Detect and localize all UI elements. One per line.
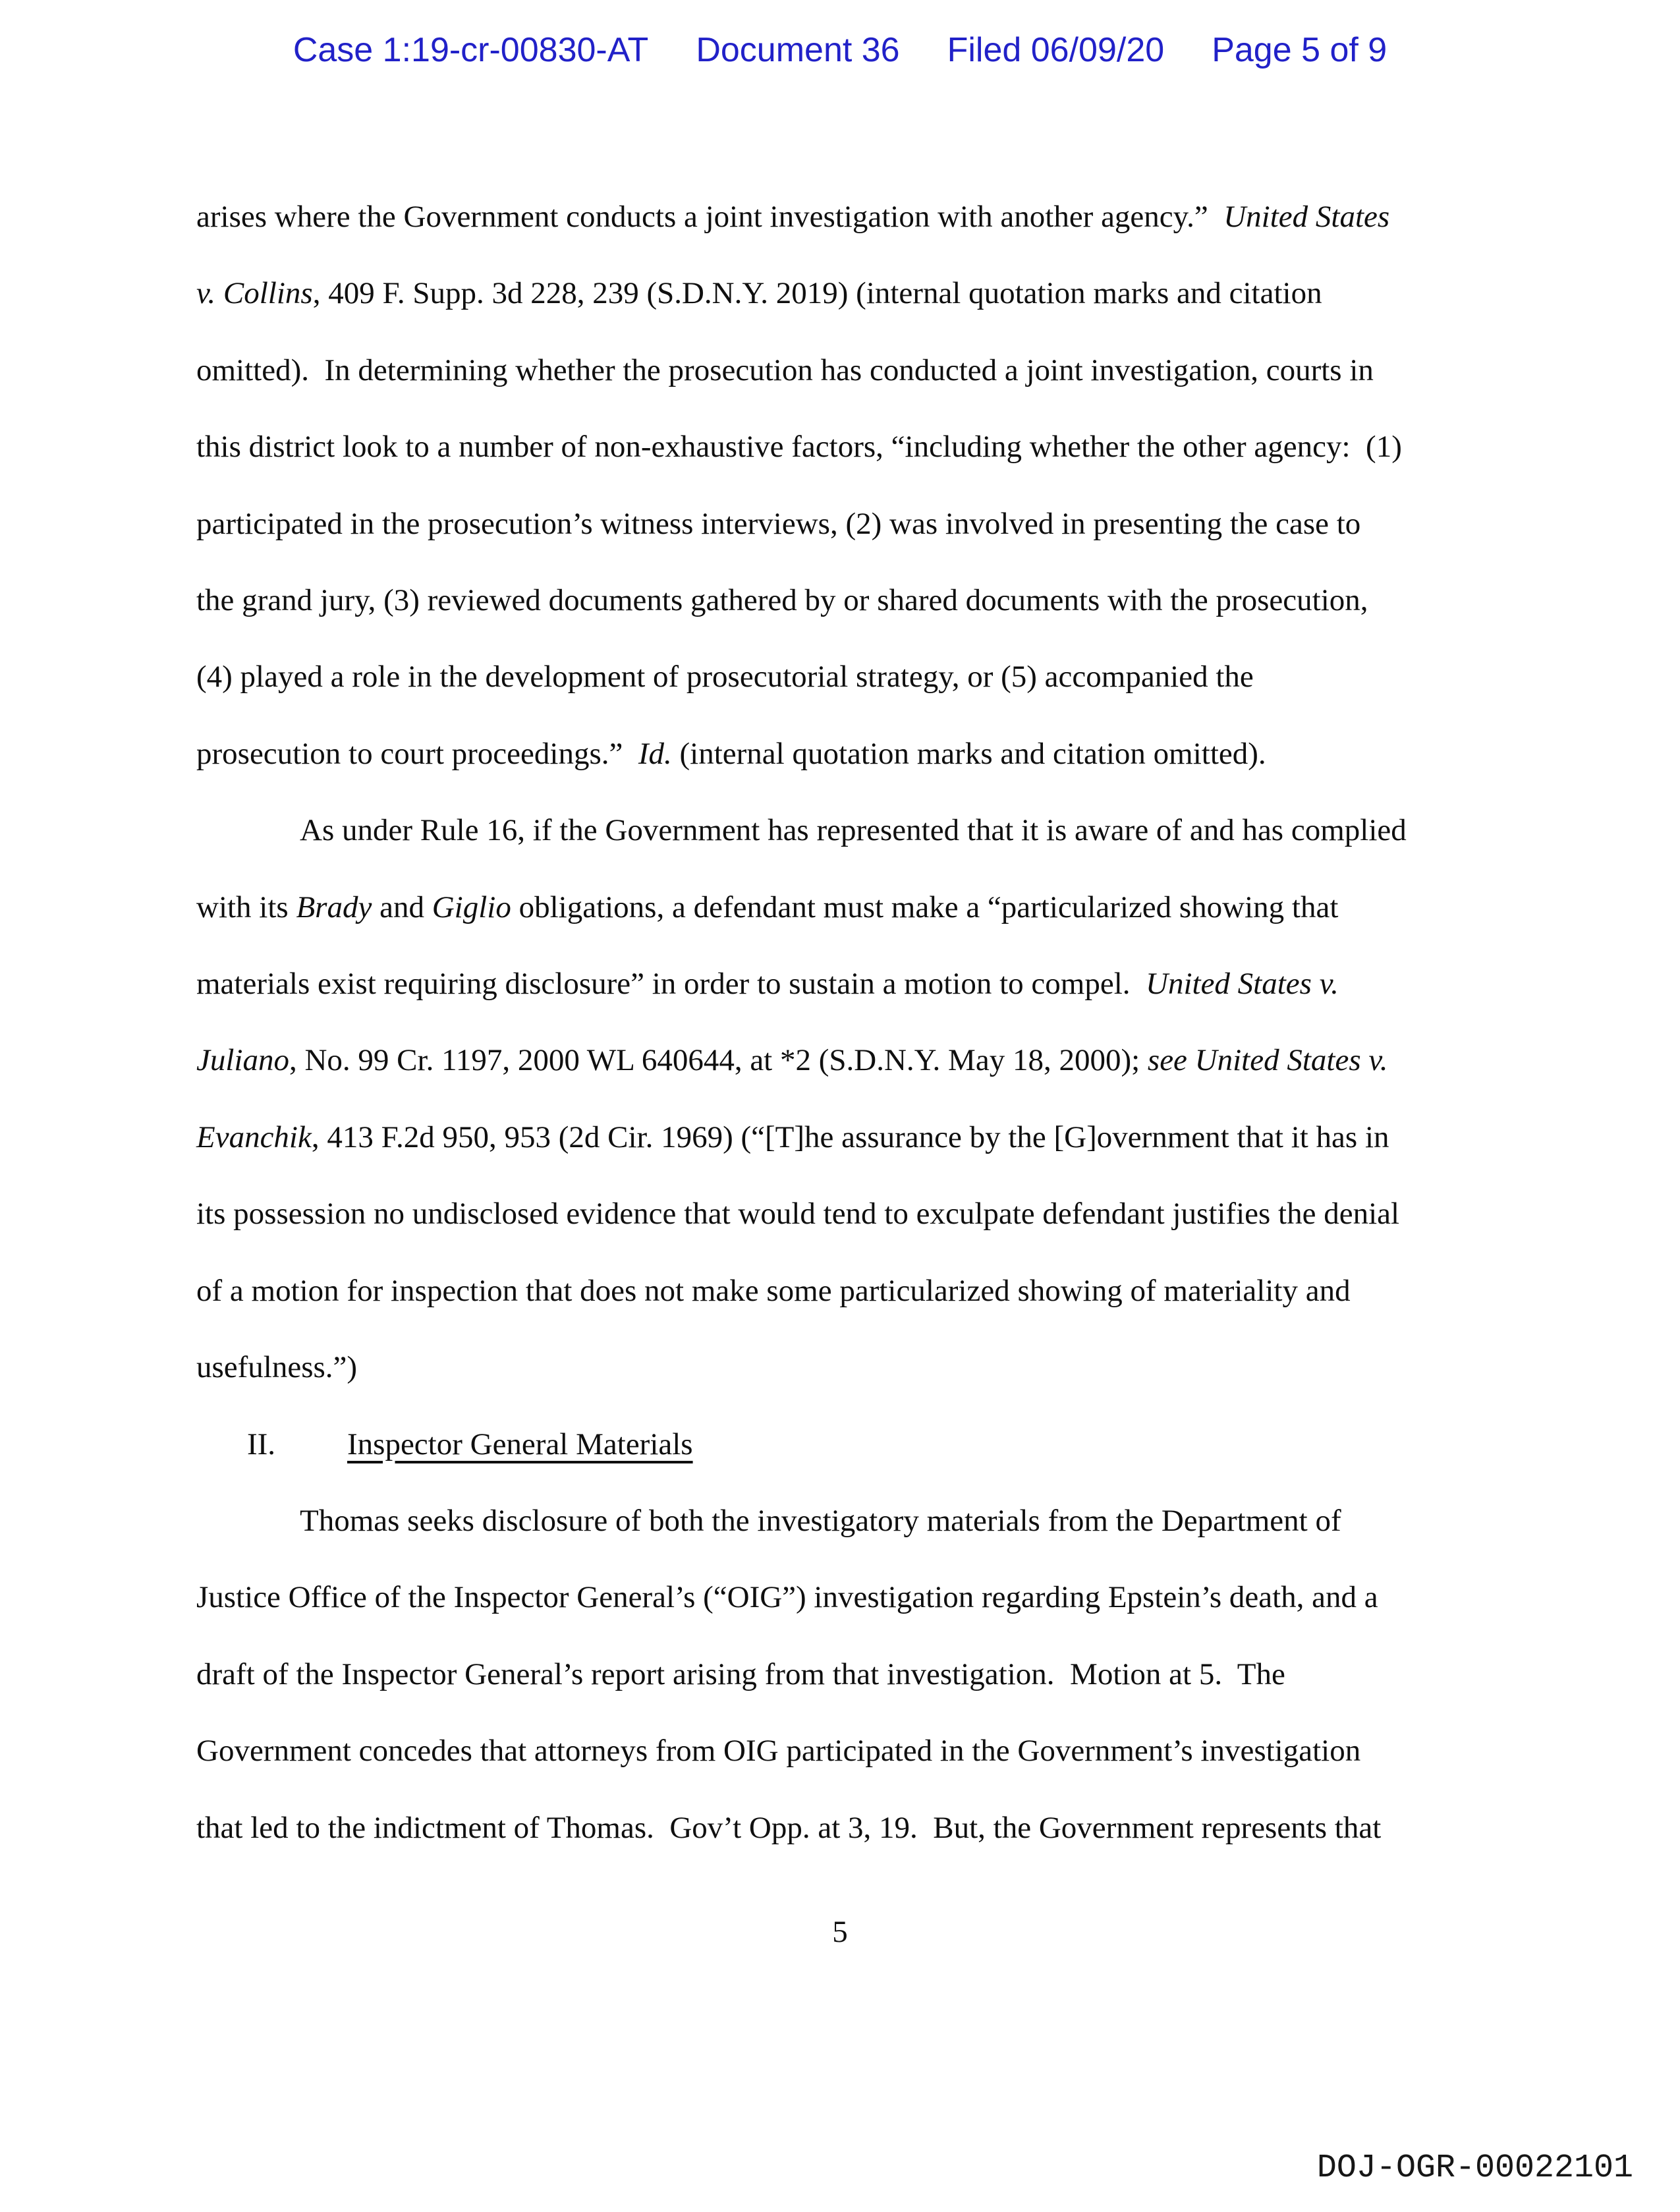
case-header-document-number: Document 36 xyxy=(696,31,900,69)
text-segment: Id. xyxy=(638,736,672,771)
document-line xyxy=(196,562,1514,638)
text-segment: As under Rule 16, if the Government has represented that it is aware of and has complied xyxy=(300,813,1407,848)
document-line xyxy=(196,792,1514,868)
text-segment: Thomas seeks disclosure of both the investigatory materials from the Department of xyxy=(300,1503,1341,1538)
text-segment: of a motion for inspection that does not make some particularized showing of materiality and xyxy=(196,1273,1351,1308)
text-segment: the grand jury, (3) reviewed documents gathered by or shared documents with the prosecution, xyxy=(196,583,1368,618)
text-segment: prosecution to court proceedings.” xyxy=(196,736,638,771)
document-line xyxy=(196,1636,1514,1713)
text-segment: (internal quotation marks and citation omitted). xyxy=(671,736,1266,771)
text-segment: materials exist requiring disclosure” in order to sustain a motion to compel. xyxy=(196,967,1146,1002)
text-segment: with its xyxy=(196,890,296,924)
case-header xyxy=(0,30,1680,70)
document-line xyxy=(196,946,1514,1022)
text-segment: this district look to a number of non-exhaustive factors, “including whether the other agency: (1) xyxy=(196,430,1402,465)
text-segment: Brady xyxy=(296,890,372,924)
text-segment: v. Collins xyxy=(196,276,313,311)
text-segment: United States v. xyxy=(1146,967,1339,1002)
document-line xyxy=(196,1099,1514,1176)
document-line xyxy=(196,409,1514,485)
document-line xyxy=(196,179,1514,255)
text-segment: Government concedes that attorneys from OIG participated in the Government’s investigation xyxy=(196,1734,1361,1769)
case-header-filed-date: Filed 06/09/20 xyxy=(947,31,1165,69)
bates-number: DOJ-OGR-00022101 xyxy=(1316,2149,1633,2187)
text-segment: usefulness.”) xyxy=(196,1350,358,1385)
text-segment: (4) played a role in the development of prosecutorial strategy, or (5) accompanied the xyxy=(196,660,1254,695)
text-segment: and xyxy=(372,890,432,924)
text-segment: , No. 99 Cr. 1197, 2000 WL 640644, at *2 (S.D.N.Y. May 18, 2000); xyxy=(289,1043,1148,1078)
text-segment: that led to the indictment of Thomas. Gov’t Opp. at 3, 19. But, the Government represents that xyxy=(196,1810,1382,1845)
text-segment: its possession no undisclosed evidence that would tend to exculpate defendant justifies the denial xyxy=(196,1197,1400,1232)
case-header-page-info: Page 5 of 9 xyxy=(1212,31,1387,69)
text-segment: obligations, a defendant must make a “particularized showing that xyxy=(511,890,1339,924)
document-line xyxy=(196,1559,1514,1635)
document-line xyxy=(196,332,1514,409)
section-heading xyxy=(196,1406,1514,1483)
document-line xyxy=(196,486,1514,562)
text-segment: Giglio xyxy=(432,890,511,924)
text-segment: , 409 F. Supp. 3d 228, 239 (S.D.N.Y. 2019) (internal quotation marks and citation xyxy=(312,276,1322,311)
document-line xyxy=(196,1790,1514,1866)
document-line xyxy=(196,1483,1514,1559)
section-heading-title: Inspector General Materials xyxy=(347,1427,693,1461)
document-line xyxy=(196,869,1514,946)
document-line xyxy=(196,1253,1514,1329)
document-line xyxy=(196,1329,1514,1405)
text-segment: United States xyxy=(1223,200,1390,234)
text-segment: Evanchik xyxy=(196,1120,312,1154)
document-line xyxy=(196,1022,1514,1098)
document-line xyxy=(196,1713,1514,1789)
document-line xyxy=(196,716,1514,792)
text-segment: see United States v. xyxy=(1147,1043,1388,1078)
document-line xyxy=(196,255,1514,331)
section-heading-number: II. xyxy=(247,1427,276,1461)
text-segment: Juliano xyxy=(196,1043,289,1078)
document-line xyxy=(196,1176,1514,1252)
text-segment: participated in the prosecution’s witness interviews, (2) was involved in presenting the case to xyxy=(196,506,1361,541)
text-segment: , 413 F.2d 950, 953 (2d Cir. 1969) (“[T]he assurance by the [G]overnment that it has in xyxy=(311,1120,1389,1154)
text-segment: draft of the Inspector General’s report arising from that investigation. Motion at 5. The xyxy=(196,1657,1285,1691)
text-segment: omitted). In determining whether the prosecution has conducted a joint investigation, courts in xyxy=(196,353,1374,387)
text-segment: Justice Office of the Inspector General’s (“OIG”) investigation regarding Epstein’s death, and a xyxy=(196,1580,1378,1615)
document-body xyxy=(196,179,1514,1866)
case-header-case-number: Case 1:19-cr-00830-AT xyxy=(293,31,649,69)
text-segment: arises where the Government conducts a joint investigation with another agency.” xyxy=(196,200,1224,234)
page-number: 5 xyxy=(832,1915,848,1949)
document-line xyxy=(196,638,1514,715)
